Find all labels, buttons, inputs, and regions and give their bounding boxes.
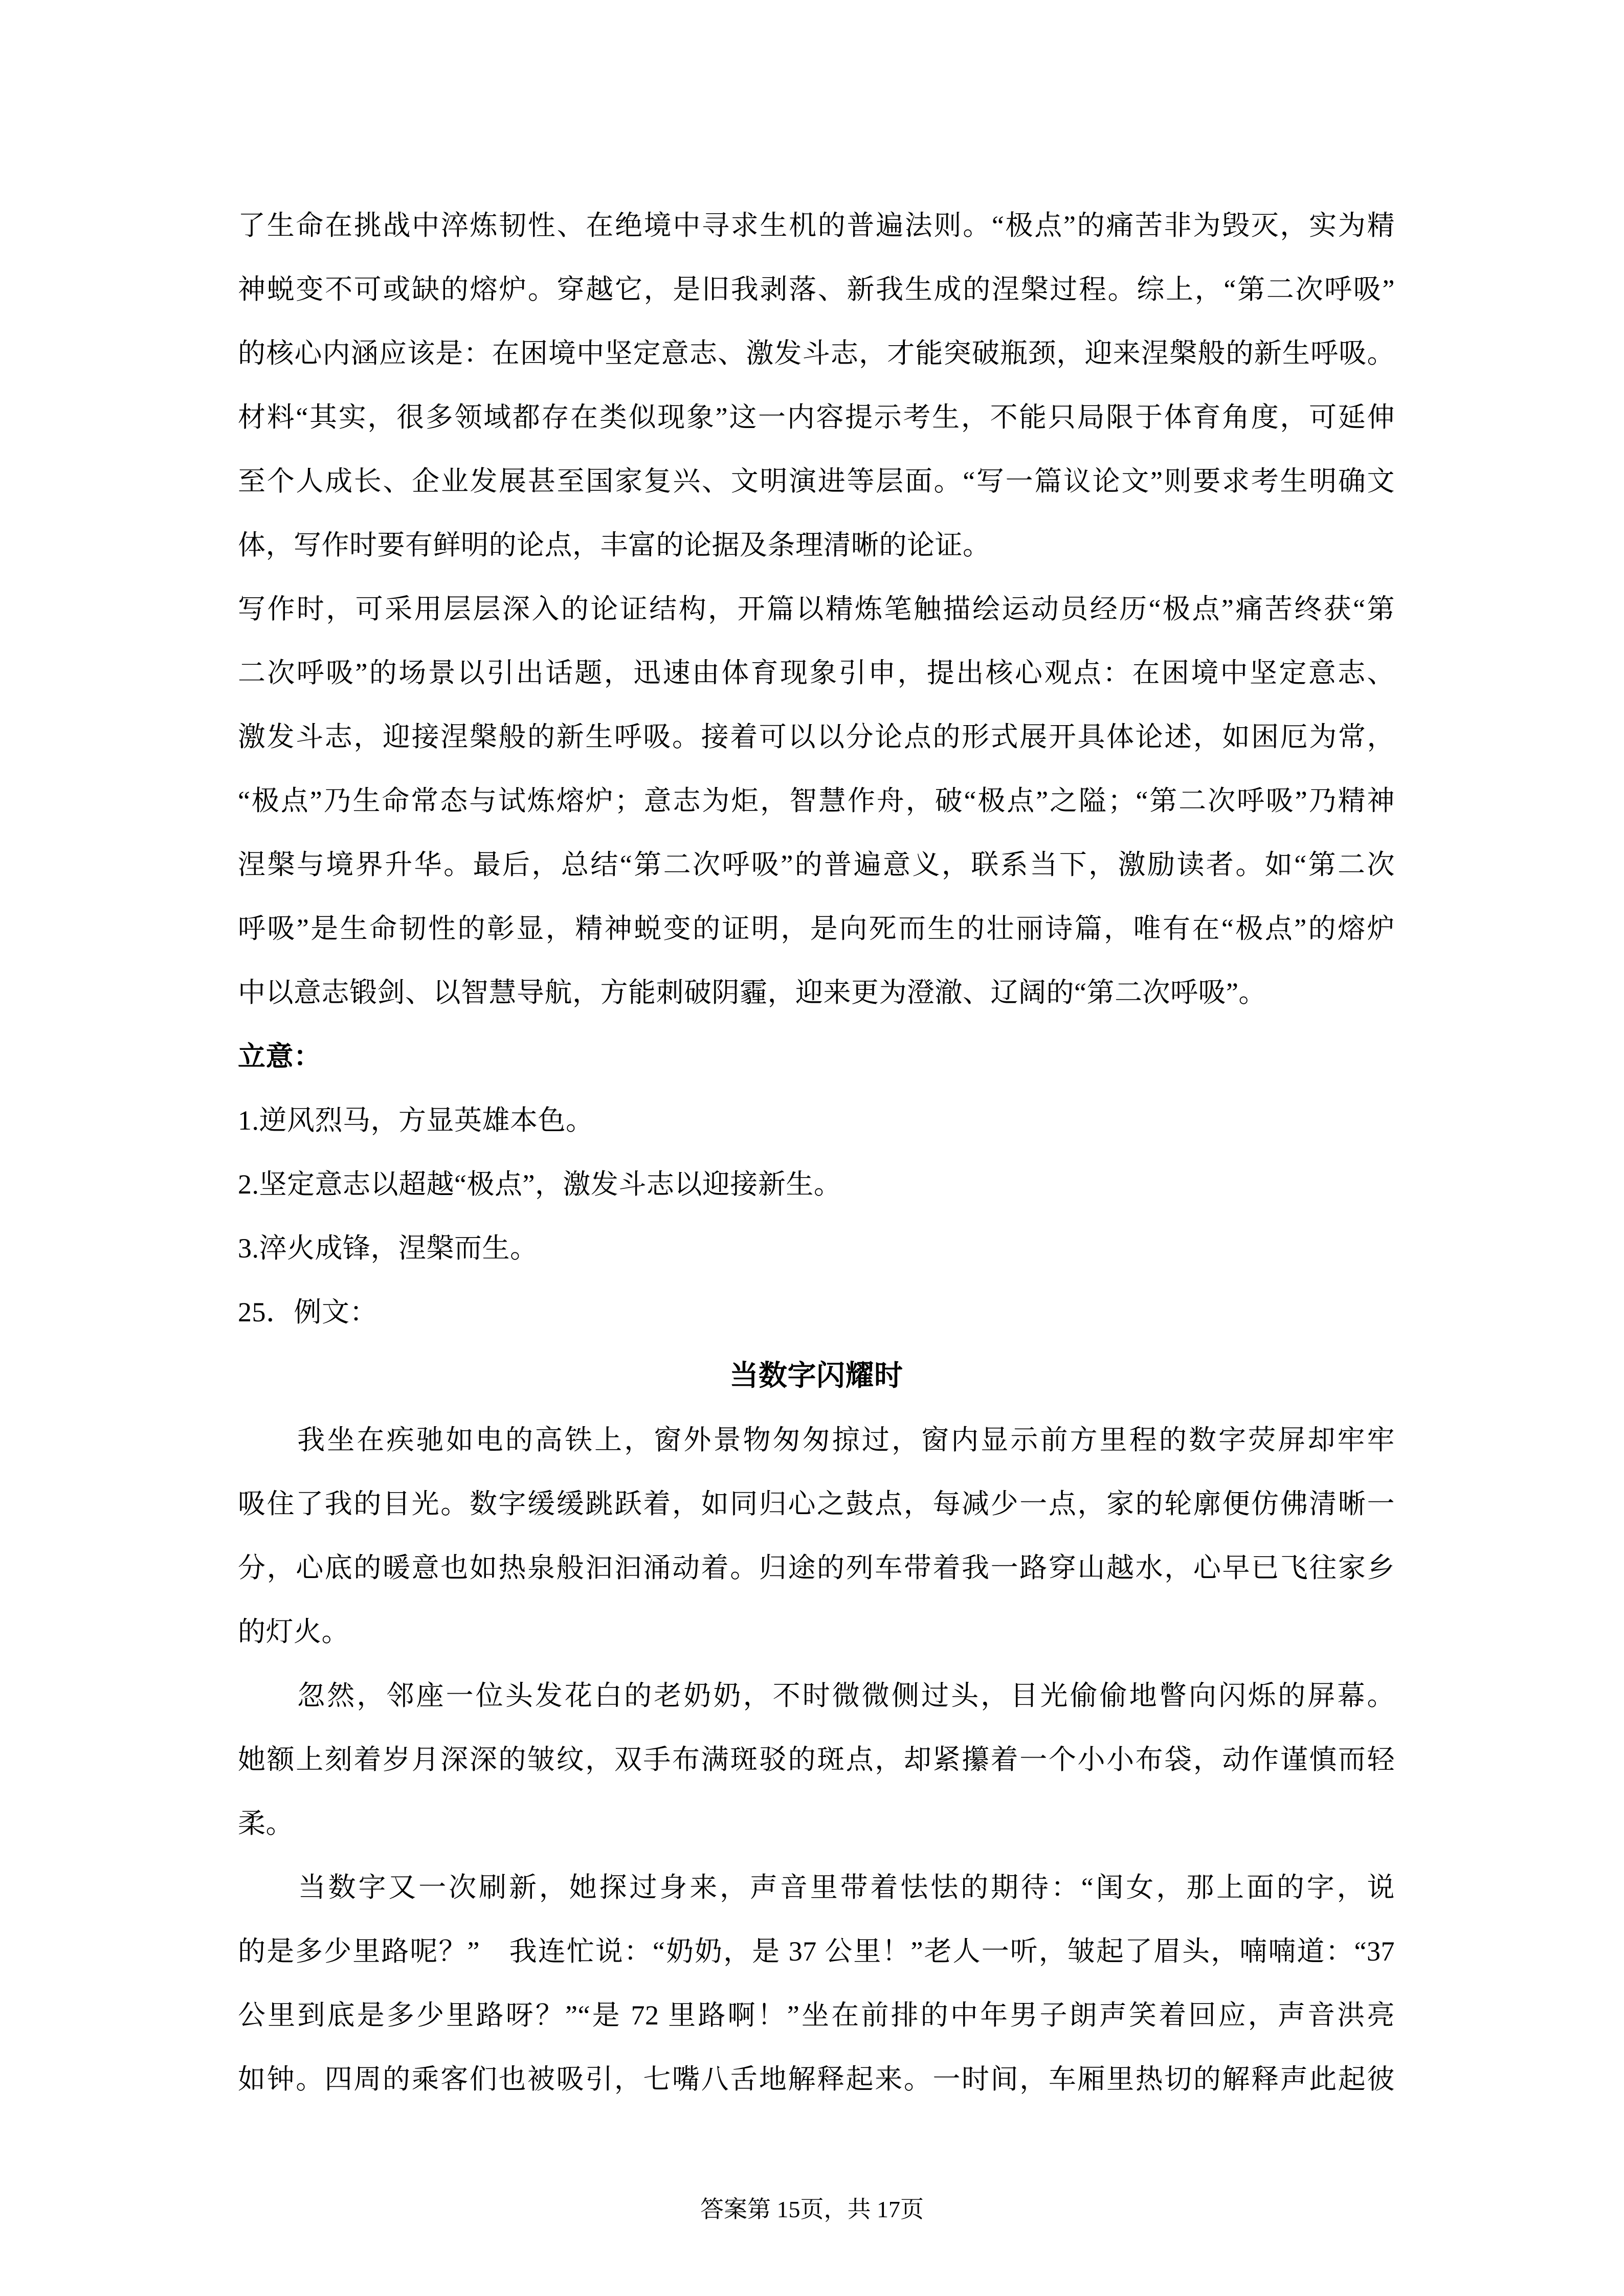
text-line: 激发斗志，迎接涅槃般的新生呼吸。接着可以以分论点的形式展开具体论述，如困厄为常， xyxy=(238,722,1395,752)
question-25-label xyxy=(238,1280,1395,1344)
text-line: 公里到底是多少里路呀？”“是 72 里路啊！”坐在前排的中年男子朗声笑着回应，声音洪亮 xyxy=(238,2000,1395,2031)
intent-heading xyxy=(238,1025,1395,1089)
text-line: 的核心内涵应该是：在困境中坚定意志、激发斗志，才能突破瓶颈，迎来涅槃般的新生呼吸。 xyxy=(238,338,1395,369)
text-line: 如钟。四周的乘客们也被吸引，七嘴八舌地解释起来。一时间，车厢里热切的解释声此起彼 xyxy=(238,2064,1395,2095)
text-line: 25．例文： xyxy=(238,1297,377,1327)
text-line: 分，心底的暖意也如热泉般汩汩涌动着。归途的列车带着我一路穿山越水，心早已飞往家乡 xyxy=(238,1552,1395,1583)
text-line: “极点”乃生命常态与试炼熔炉；意志为炬，智慧作舟，破“极点”之隘；“第二次呼吸”乃精神 xyxy=(238,785,1395,816)
page-number-text: 答案第 15页，共 17页 xyxy=(700,2196,924,2222)
text-line: 当数字闪耀时 xyxy=(729,1360,903,1392)
document-content xyxy=(238,194,1395,2111)
text-line: 的是多少里路呢？” 我连忙说：“奶奶，是 37 公里！”老人一听，皱起了眉头，喃喃道：“37 xyxy=(238,1936,1395,1967)
text-line: 忽然，邻座一位头发花白的老奶奶，不时微微侧过头，目光偷偷地瞥向闪烁的屏幕。 xyxy=(238,1680,1395,1711)
page-footer xyxy=(0,2194,1624,2225)
essay-paragraph-3 xyxy=(238,1856,1395,2111)
intent-item-2 xyxy=(238,1153,1395,1217)
essay-paragraph-1 xyxy=(238,1408,1395,1664)
text-line: 我坐在疾驰如电的高铁上，窗外景物匆匆掠过，窗内显示前方里程的数字荧屏却牢牢 xyxy=(238,1425,1395,1455)
text-line: 柔。 xyxy=(238,1808,294,1839)
intent-item-1 xyxy=(238,1089,1395,1153)
text-line: 神蜕变不可或缺的熔炉。穿越它，是旧我剥落、新我生成的涅槃过程。综上，“第二次呼吸” xyxy=(238,274,1395,305)
text-line: 写作时，可采用层层深入的论证结构，开篇以精炼笔触描绘运动员经历“极点”痛苦终获“第 xyxy=(238,594,1395,624)
text-line: 吸住了我的目光。数字缓缓跳跃着，如同归心之鼓点，每减少一点，家的轮廓便仿佛清晰一 xyxy=(238,1489,1395,1519)
analysis-paragraph-1 xyxy=(238,194,1395,577)
text-line: 呼吸”是生命韧性的彰显，精神蜕变的证明，是向死而生的壮丽诗篇，唯有在“极点”的熔炉 xyxy=(238,913,1395,944)
text-line: 二次呼吸”的场景以引出话题，迅速由体育现象引申，提出核心观点：在困境中坚定意志、 xyxy=(238,658,1395,688)
essay-title xyxy=(238,1344,1395,1408)
text-line: 当数字又一次刷新，她探过身来，声音里带着怯怯的期待：“闺女，那上面的字，说 xyxy=(238,1872,1395,1903)
analysis-paragraph-2 xyxy=(238,577,1395,1025)
text-line: 了生命在挑战中淬炼韧性、在绝境中寻求生机的普遍法则。“极点”的痛苦非为毁灭，实为精 xyxy=(238,210,1395,241)
text-line: 涅槃与境界升华。最后，总结“第二次呼吸”的普遍意义，联系当下，激励读者。如“第二次 xyxy=(238,849,1395,880)
text-line: 的灯火。 xyxy=(238,1616,349,1647)
intent-item-3 xyxy=(238,1217,1395,1280)
text-line: 体，写作时要有鲜明的论点，丰富的论据及条理清晰的论证。 xyxy=(238,530,991,560)
essay-paragraph-2 xyxy=(238,1664,1395,1856)
text-line: 2.坚定意志以超越“极点”，激发斗志以迎接新生。 xyxy=(238,1169,842,1200)
text-line: 立意： xyxy=(238,1041,322,1072)
text-line: 至个人成长、企业发展甚至国家复兴、文明演进等层面。“写一篇议论文”则要求考生明确文 xyxy=(238,466,1395,497)
text-line: 1.逆风烈马，方显英雄本色。 xyxy=(238,1105,594,1136)
text-line: 材料“其实，很多领域都存在类似现象”这一内容提示考生，不能只局限于体育角度，可延伸 xyxy=(238,402,1395,433)
text-line: 中以意志锻剑、以智慧导航，方能刺破阴霾，迎来更为澄澈、辽阔的“第二次呼吸”。 xyxy=(238,977,1266,1008)
text-line: 3.淬火成锋，涅槃而生。 xyxy=(238,1233,538,1264)
text-line: 她额上刻着岁月深深的皱纹，双手布满斑驳的斑点，却紧攥着一个小小布袋，动作谨慎而轻 xyxy=(238,1744,1395,1775)
